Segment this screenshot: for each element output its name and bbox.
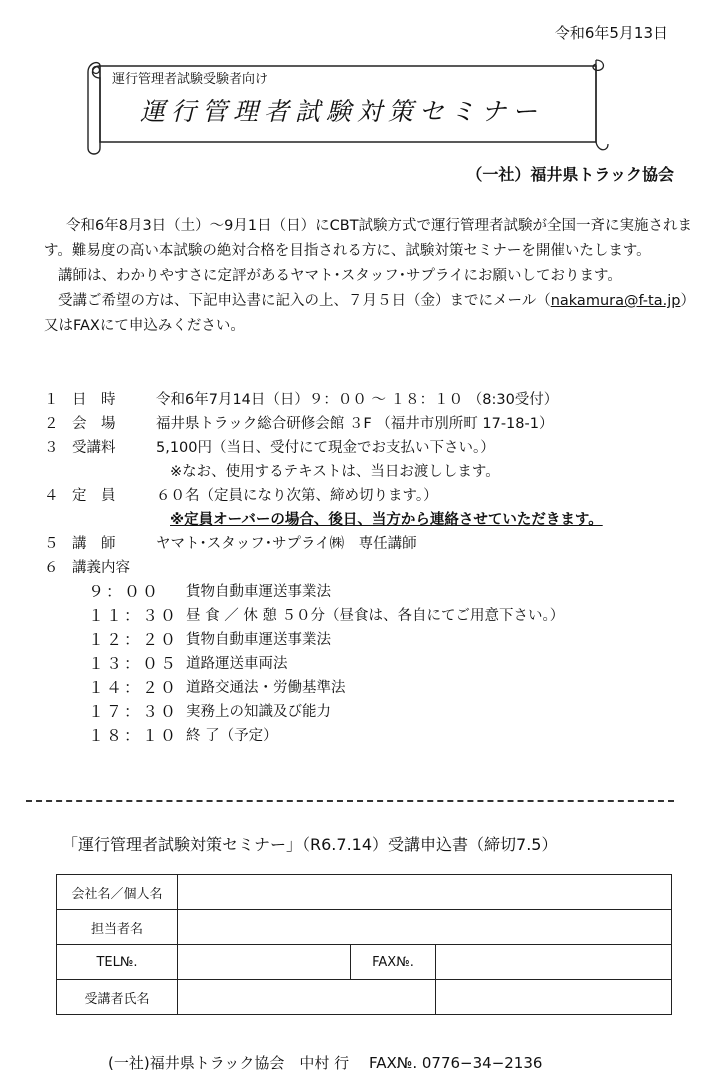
issue-date: 令和6年5月13日 <box>554 24 668 42</box>
form-row-contact <box>57 910 672 945</box>
application-form-title: 「運行管理者試験対策セミナー」（R6.7.14）受講申込書（締切7.5） <box>62 835 558 854</box>
detail-number: １ <box>44 392 59 408</box>
seminar-title: 運行管理者試験対策セミナー <box>140 97 544 126</box>
schedule-row <box>44 652 694 676</box>
detail-label: 定 員 <box>72 488 116 504</box>
attendee-field-2[interactable] <box>436 980 672 1015</box>
contact-label: 担当者名 <box>57 910 178 945</box>
detail-row-fee <box>44 436 694 460</box>
fax-label: FAX№. <box>351 945 436 980</box>
schedule-time: ９：００ <box>88 582 161 601</box>
detail-label: 会 場 <box>72 416 116 432</box>
schedule-row <box>44 700 694 724</box>
company-field[interactable] <box>178 875 672 910</box>
form-row-company <box>57 875 672 910</box>
schedule-time: １４：２０ <box>88 678 179 697</box>
email-link[interactable]: nakamura@f-ta.jp <box>550 293 681 309</box>
schedule-topic: 実務上の知識及び能力 <box>186 704 331 720</box>
intro-paragraph-1: 令和6年8月3日（土）〜9月1日（日）にCBT試験方式で運行管理者試験が全国一斉に実施されます。難易度の高い本試験の絶対合格を目指される方に、試験対策セミナーを開催いたします。 <box>44 218 693 259</box>
fax-field[interactable] <box>436 945 672 980</box>
tel-label: TEL№. <box>57 945 178 980</box>
schedule-topic: 道路運送車両法 <box>186 656 288 672</box>
intro-paragraph-3 <box>44 289 694 339</box>
form-row-phone-fax <box>57 945 672 980</box>
detail-value: 福井県トラック総合研修会館 ３F （福井市別所町 17-18-1） <box>156 416 554 432</box>
schedule-row <box>44 676 694 700</box>
cut-line-divider <box>26 800 674 802</box>
schedule-topic: 終 了（予定） <box>186 728 278 744</box>
detail-number: ５ <box>44 536 59 552</box>
organization-name: （一社）福井県トラック協会 <box>466 165 674 184</box>
intro-paragraph-2: 講師は、わかりやすさに定評があるヤマト･スタッフ･サプライにお願いしております。 <box>58 268 622 284</box>
detail-value: ヤマト･スタッフ･サプライ㈱ 専任講師 <box>156 536 417 552</box>
intro-text <box>44 214 694 339</box>
schedule-time: １２：２０ <box>88 630 179 649</box>
attendee-field-1[interactable] <box>178 980 436 1015</box>
detail-value: 5,100円（当日、受付にて現金でお支払い下さい。） <box>156 440 495 456</box>
tel-field[interactable] <box>178 945 351 980</box>
schedule-topic: 道路交通法・労働基準法 <box>186 680 346 696</box>
schedule-topic: 貨物自動車運送事業法 <box>186 632 331 648</box>
schedule-row <box>44 580 694 604</box>
detail-value: ６０名（定員になり次第、締め切ります。） <box>156 488 438 504</box>
schedule-time: １７：３０ <box>88 702 179 721</box>
application-form-table <box>56 874 672 1015</box>
scroll-subtitle: 運行管理者試験受験者向け <box>112 72 269 87</box>
detail-label: 日 時 <box>72 392 116 408</box>
detail-row-fee-note <box>44 460 694 484</box>
detail-note: ※なお、使用するテキストは、当日お渡しします。 <box>170 464 500 480</box>
schedule-time: １１：３０ <box>88 606 179 625</box>
schedule-time: １８：１０ <box>88 726 179 745</box>
footer-contact: (一社)福井県トラック協会 中村 行 FAX№. 0776−34−2136 <box>108 1054 543 1072</box>
detail-label: 講義内容 <box>72 560 130 576</box>
detail-label: 講 師 <box>72 536 116 552</box>
intro-paragraph-3a: 受講ご希望の方は、下記申込書に記入の上、７月５日（金）までにメール（ <box>58 293 551 309</box>
detail-row-capacity <box>44 484 694 508</box>
schedule-row <box>44 724 694 748</box>
company-label: 会社名／個人名 <box>57 875 178 910</box>
schedule-topic: 貨物自動車運送事業法 <box>186 584 331 600</box>
intro-paragraph-3b: ）又はFAXにて申込みください。 <box>44 293 688 334</box>
detail-number: ３ <box>44 440 59 456</box>
schedule-time: １３：０５ <box>88 654 179 673</box>
attendee-label: 受講者氏名 <box>57 980 178 1015</box>
seminar-details-list <box>44 388 694 748</box>
contact-field[interactable] <box>178 910 672 945</box>
detail-row-datetime <box>44 388 694 412</box>
detail-row-capacity-note <box>44 508 694 532</box>
schedule-topic: 昼 食 ／ 休 憩 ５０分（昼食は、各自にてご用意下さい。） <box>186 608 565 624</box>
schedule-row <box>44 604 694 628</box>
schedule-row <box>44 628 694 652</box>
capacity-warning: ※定員オーバーの場合、後日、当方から連絡させていただきます。 <box>170 512 603 528</box>
detail-row-curriculum <box>44 556 694 580</box>
detail-value: 令和6年7月14日（日）９：００ ～ １８：１０ （8:30受付） <box>156 392 559 408</box>
detail-number: ６ <box>44 560 59 576</box>
detail-row-instructor <box>44 532 694 556</box>
detail-number: ４ <box>44 488 59 504</box>
detail-row-venue <box>44 412 694 436</box>
detail-label: 受講料 <box>72 440 116 456</box>
form-row-attendee <box>57 980 672 1015</box>
detail-number: ２ <box>44 416 59 432</box>
